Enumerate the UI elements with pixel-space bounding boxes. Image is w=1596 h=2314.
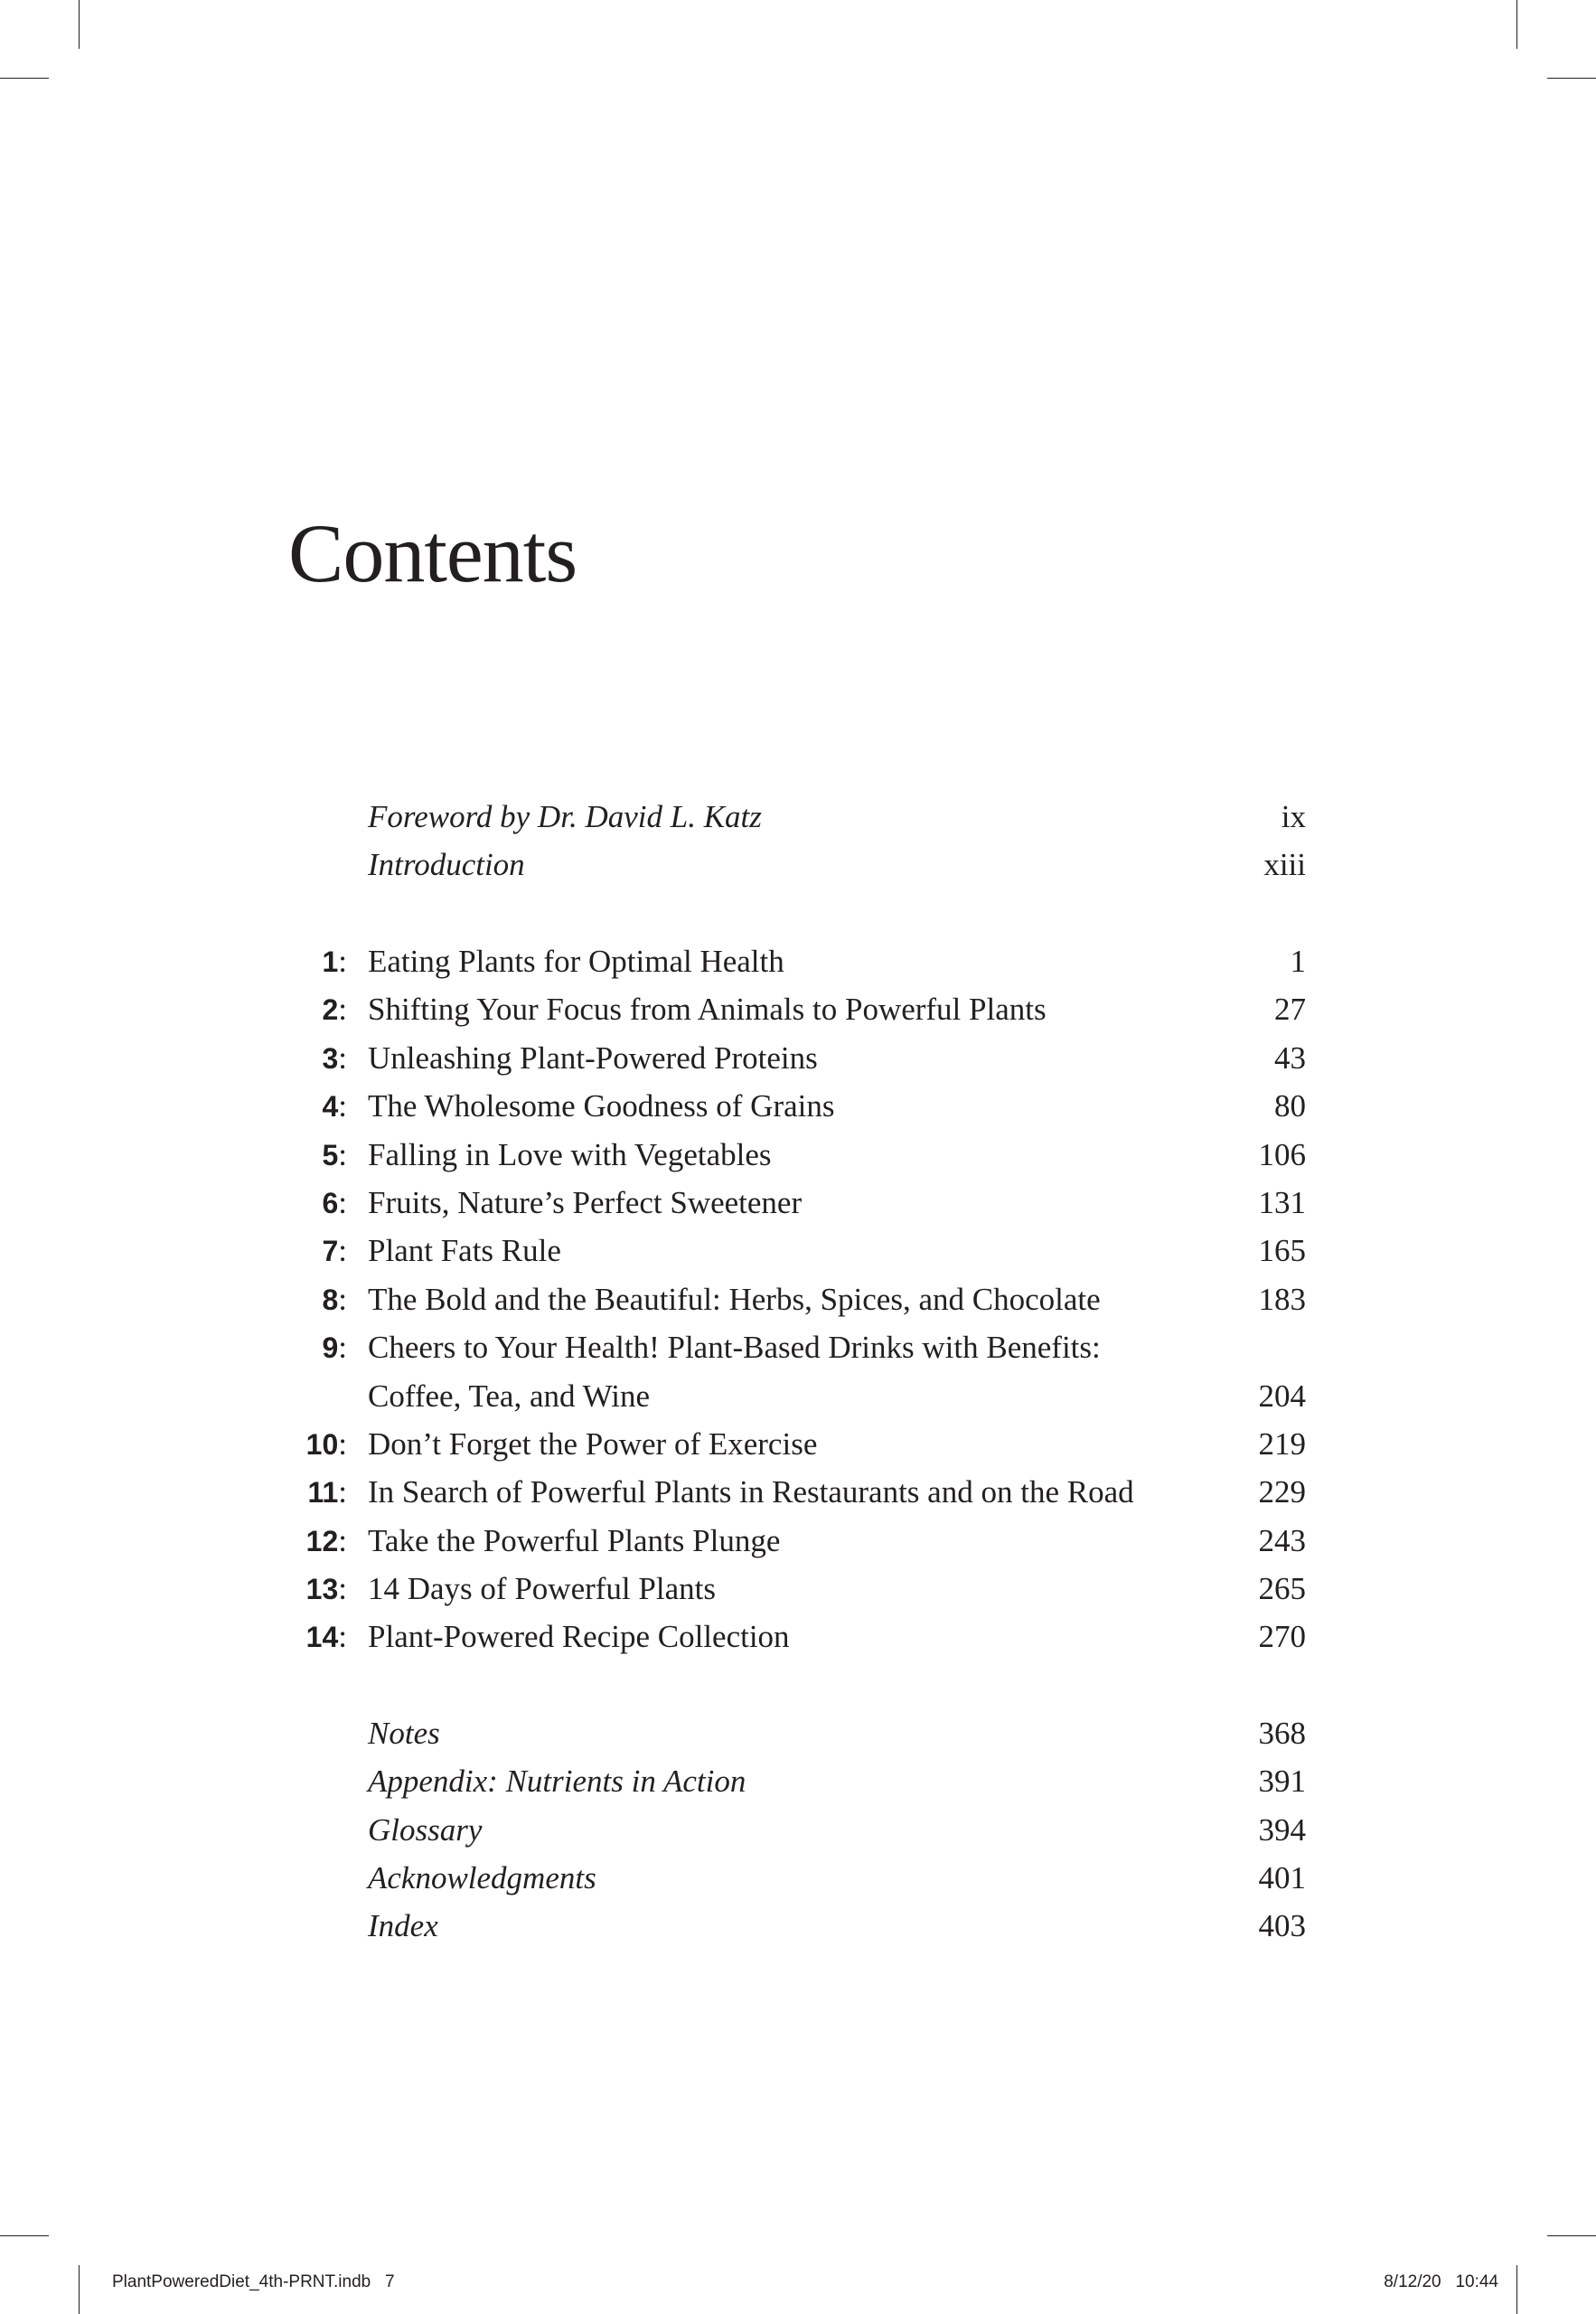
chapter-number: 8:: [322, 1282, 347, 1317]
toc-entry-page: ix: [1281, 799, 1306, 834]
toc-chapter-5: [0, 1131, 1596, 1179]
toc-entry-label: Acknowledgments: [368, 1860, 596, 1895]
chapter-page: 183: [1258, 1282, 1306, 1317]
chapter-title: Cheers to Your Health! Plant-Based Drinks with Benefits:: [368, 1330, 1101, 1365]
toc-entry-label: Introduction: [368, 847, 525, 882]
toc-entry-notes: [0, 1709, 1596, 1757]
toc-chapter-9: [0, 1323, 1596, 1371]
chapter-title: The Wholesome Goodness of Grains: [368, 1088, 835, 1124]
chapter-title: 14 Days of Powerful Plants: [368, 1571, 716, 1606]
chapter-number: 14:: [305, 1619, 347, 1654]
toc-entry-index: [0, 1902, 1596, 1950]
chapter-number: 6:: [322, 1185, 347, 1220]
chapter-number: 11:: [307, 1474, 347, 1510]
chapter-title-continued: Coffee, Tea, and Wine: [368, 1378, 651, 1414]
chapter-page: 27: [1274, 992, 1306, 1027]
toc-entry-glossary: [0, 1806, 1596, 1854]
toc-entry-label: Glossary: [368, 1812, 483, 1848]
chapter-number: 9:: [322, 1330, 347, 1365]
toc-entry-page: xiii: [1263, 847, 1306, 882]
toc-entry-introduction: [0, 841, 1596, 889]
chapter-page: 165: [1258, 1233, 1306, 1268]
chapter-title: Take the Powerful Plants Plunge: [368, 1523, 781, 1558]
chapter-title: Eating Plants for Optimal Health: [368, 944, 784, 979]
toc-entry-page: 391: [1258, 1764, 1306, 1799]
page-title: Contents: [288, 507, 577, 599]
toc-entry-foreword: [0, 793, 1596, 841]
toc-chapter-9-continued: [0, 1372, 1596, 1420]
toc-chapter-1: [0, 937, 1596, 985]
toc-chapter-11: [0, 1468, 1596, 1516]
toc-entry-label: Index: [368, 1908, 438, 1943]
toc-entry-label: Appendix: Nutrients in Action: [368, 1764, 746, 1799]
chapter-page: 243: [1258, 1523, 1306, 1558]
chapter-title: Falling in Love with Vegetables: [368, 1137, 772, 1172]
toc-entry-label: Notes: [368, 1716, 440, 1751]
chapter-page: 106: [1258, 1137, 1306, 1172]
toc-chapter-12: [0, 1517, 1596, 1565]
chapter-page: 80: [1274, 1088, 1306, 1124]
toc-entry-appendix: [0, 1757, 1596, 1805]
chapter-page: 1: [1290, 944, 1306, 979]
toc-entry-acknowledgments: [0, 1854, 1596, 1902]
chapter-page: 270: [1258, 1619, 1306, 1654]
chapter-number: 10:: [305, 1426, 347, 1462]
chapter-number: 12:: [305, 1523, 347, 1558]
chapter-title: Don’t Forget the Power of Exercise: [368, 1426, 818, 1462]
chapter-page: 229: [1258, 1474, 1306, 1510]
chapter-title: In Search of Powerful Plants in Restaurants and on the Road: [368, 1474, 1134, 1510]
toc-entry-page: 401: [1258, 1860, 1306, 1895]
toc-entry-page: 368: [1258, 1716, 1306, 1751]
chapter-number: 2:: [322, 992, 347, 1027]
toc-chapter-2: [0, 985, 1596, 1033]
chapter-number: 4:: [322, 1088, 347, 1124]
toc-chapter-13: [0, 1565, 1596, 1613]
toc-chapter-10: [0, 1420, 1596, 1468]
chapter-page: 265: [1258, 1571, 1306, 1606]
toc-chapter-4: [0, 1082, 1596, 1130]
toc-chapter-3: [0, 1034, 1596, 1082]
chapter-page: 131: [1258, 1185, 1306, 1220]
chapter-number: 1:: [322, 944, 347, 979]
toc-entry-page: 394: [1258, 1812, 1306, 1848]
print-slug-file: PlantPoweredDiet_4th-PRNT.indb 7: [112, 2272, 395, 2291]
chapter-title: Shifting Your Focus from Animals to Powerful Plants: [368, 992, 1047, 1027]
print-slug-timestamp: 8/12/20 10:44: [1384, 2272, 1498, 2291]
chapter-page: 43: [1274, 1040, 1306, 1076]
chapter-title: Plant-Powered Recipe Collection: [368, 1619, 790, 1654]
toc-chapter-6: [0, 1179, 1596, 1227]
chapter-title: Plant Fats Rule: [368, 1233, 561, 1268]
chapter-page: 204: [1258, 1378, 1306, 1414]
chapter-page: 219: [1258, 1426, 1306, 1462]
toc-entry-label: Foreword by Dr. David L. Katz: [368, 799, 762, 834]
toc-chapter-14: [0, 1613, 1596, 1660]
toc-chapter-7: [0, 1227, 1596, 1275]
chapter-title: Fruits, Nature’s Perfect Sweetener: [368, 1185, 803, 1220]
toc-chapter-8: [0, 1275, 1596, 1323]
chapter-title: The Bold and the Beautiful: Herbs, Spices, and Chocolate: [368, 1282, 1101, 1317]
chapter-number: 5:: [322, 1137, 347, 1172]
chapter-title: Unleashing Plant-Powered Proteins: [368, 1040, 818, 1076]
chapter-number: 7:: [322, 1233, 347, 1268]
chapter-number: 13:: [305, 1571, 347, 1606]
toc-entry-page: 403: [1258, 1908, 1306, 1943]
chapter-number: 3:: [322, 1040, 347, 1076]
